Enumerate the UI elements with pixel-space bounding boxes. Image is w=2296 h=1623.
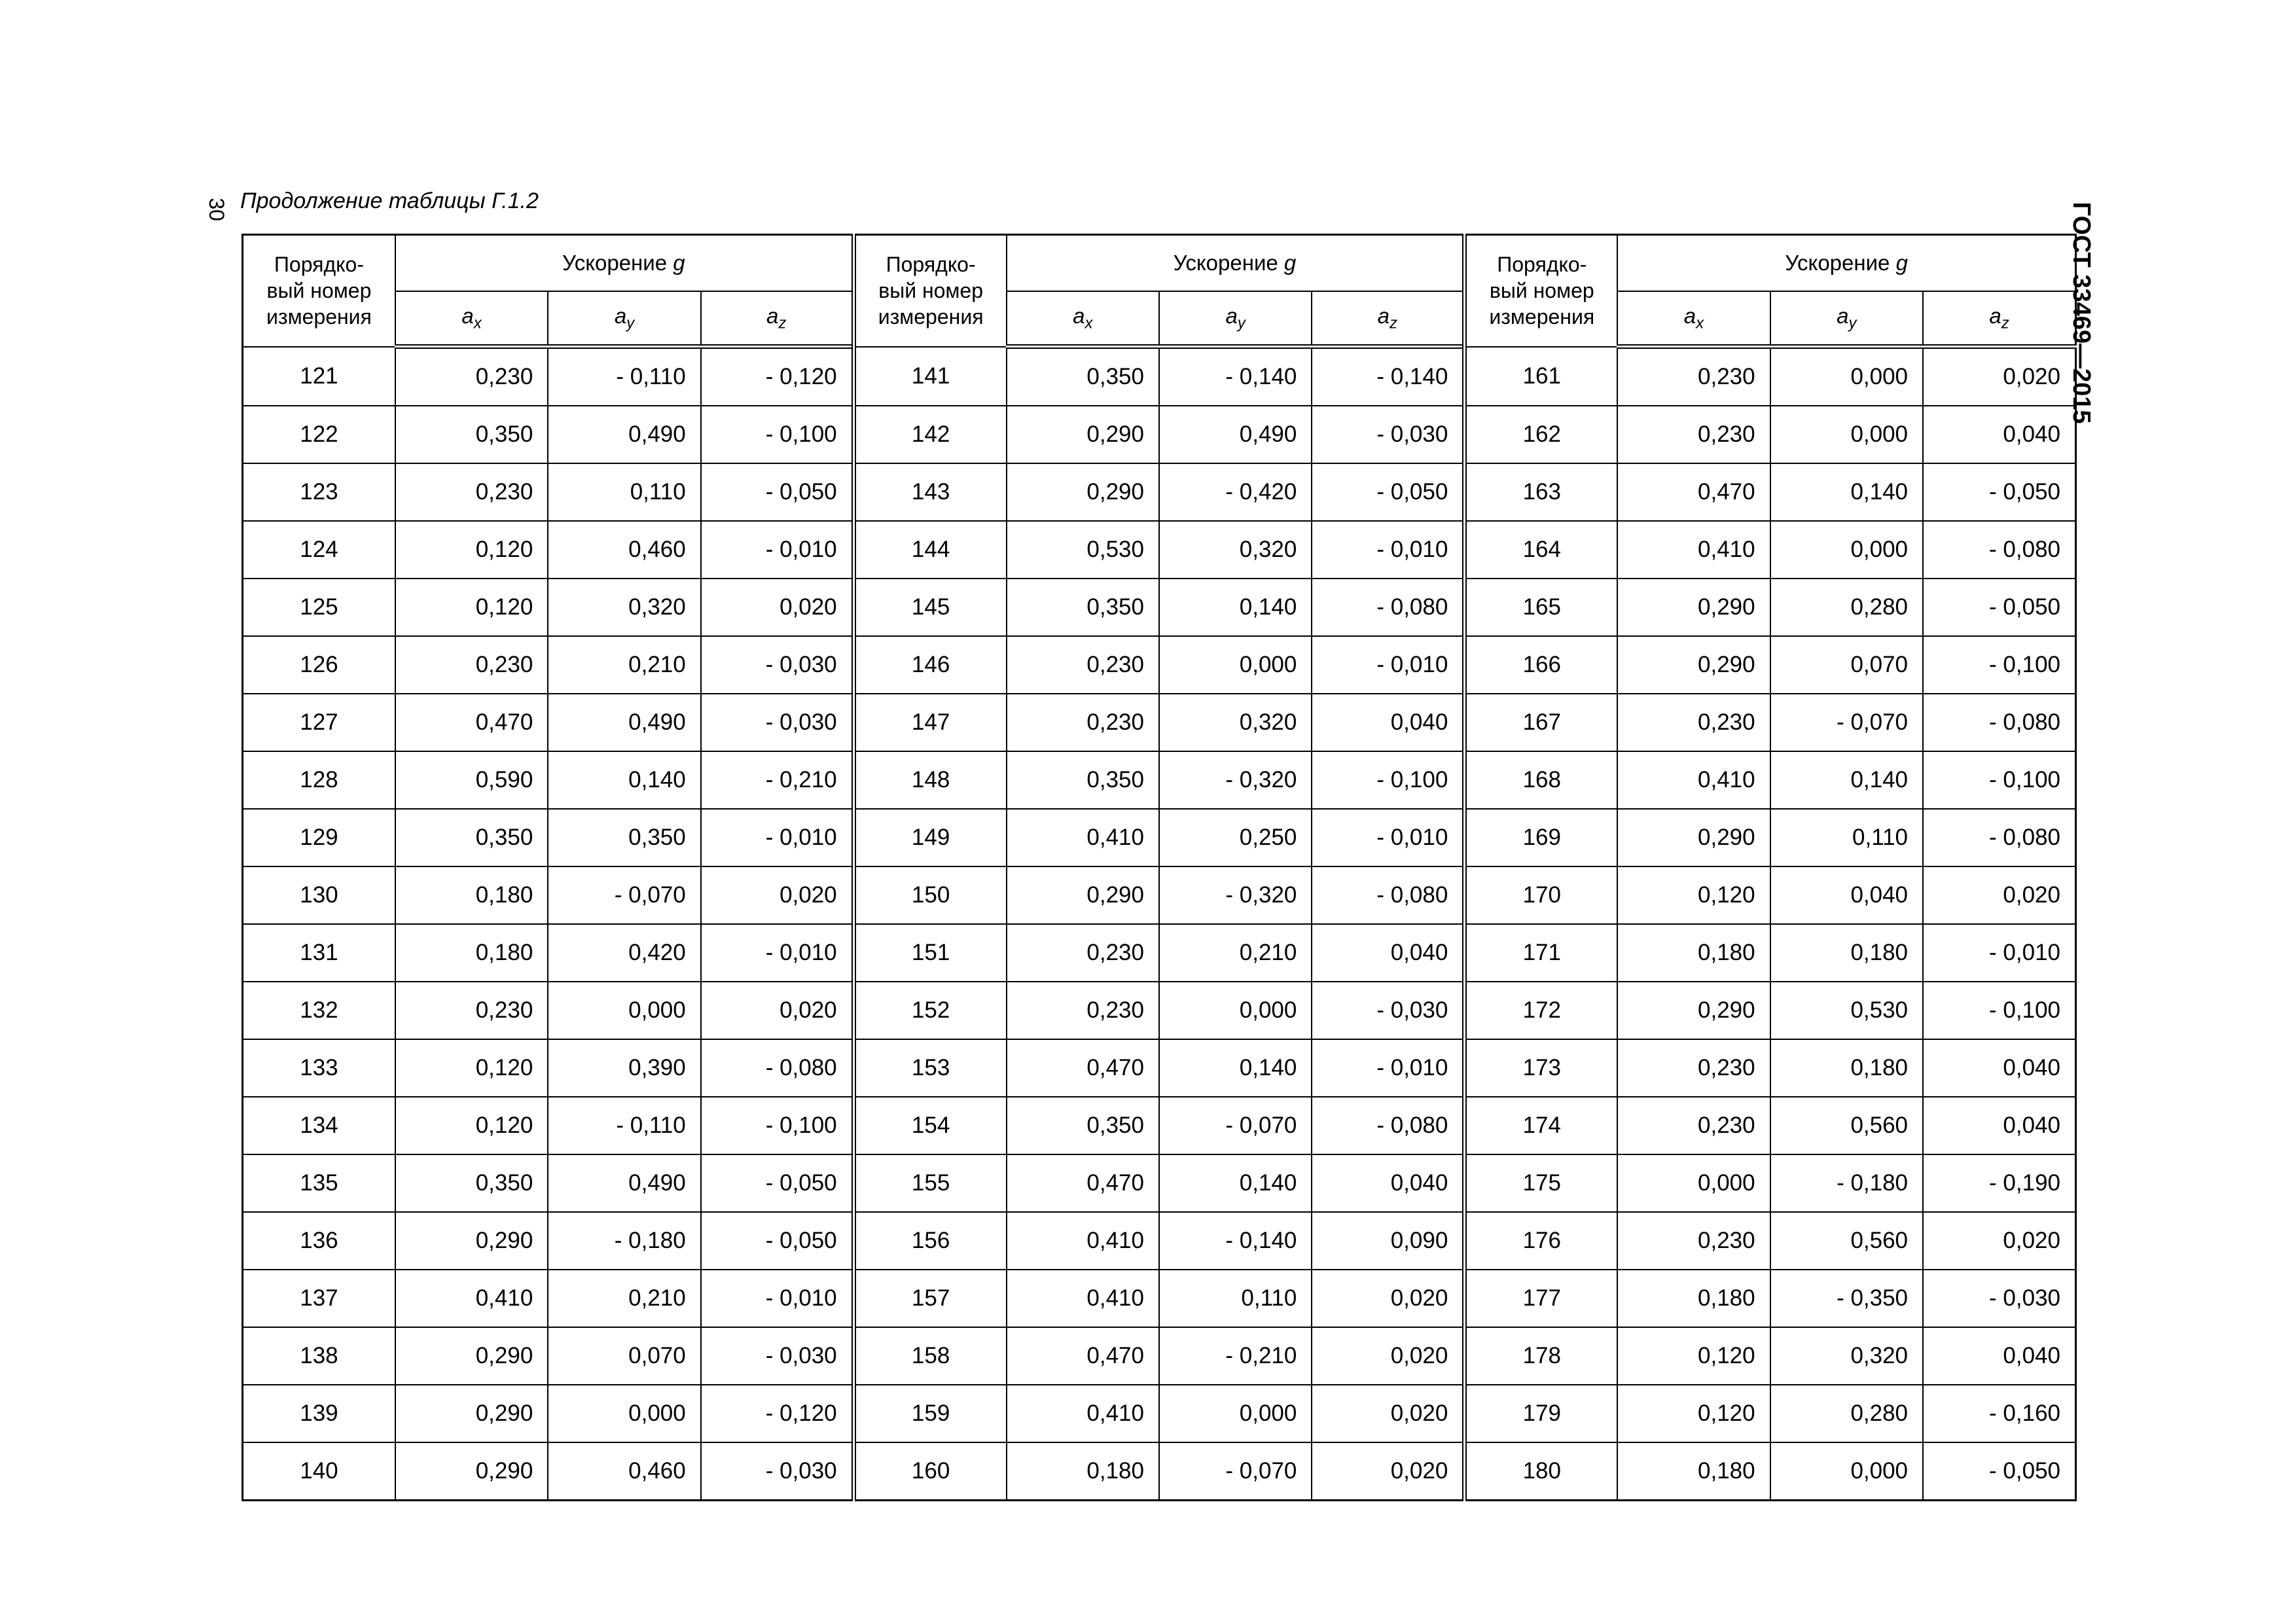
ay-cell: 0,320 [1770, 1327, 1923, 1385]
measurement-number-cell: 134 [243, 1097, 395, 1154]
ay-cell: 0,000 [548, 1385, 700, 1442]
ax-cell: 0,230 [1007, 924, 1159, 982]
measurement-number-cell: 171 [1465, 924, 1617, 982]
az-cell: 0,020 [1312, 1327, 1464, 1385]
ax-cell: 0,230 [1617, 347, 1770, 406]
ax-cell: 0,290 [1617, 579, 1770, 636]
measurement-number-cell: 150 [853, 866, 1006, 924]
ay-cell: 0,530 [1770, 982, 1923, 1039]
az-cell: - 0,010 [1312, 809, 1464, 866]
az-cell: 0,020 [701, 866, 853, 924]
header-measurement-number: Порядко- вый номер измерения [853, 235, 1006, 347]
header-measurement-number: Порядко- вый номер измерения [1465, 235, 1617, 347]
measurement-number-cell: 160 [853, 1442, 1006, 1501]
measurement-number-cell: 139 [243, 1385, 395, 1442]
measurement-number-cell: 170 [1465, 866, 1617, 924]
az-cell: 0,020 [1312, 1442, 1464, 1501]
ax-cell: 0,230 [1617, 1039, 1770, 1097]
measurement-number-cell: 165 [1465, 579, 1617, 636]
measurement-number-cell: 141 [853, 347, 1006, 406]
header-az: $a_z$ [1923, 291, 2075, 347]
ax-cell: 0,350 [1007, 751, 1159, 809]
header-ay: $a_y$ [548, 291, 700, 347]
az-cell: - 0,100 [701, 406, 853, 463]
az-cell: 0,040 [1923, 1327, 2075, 1385]
measurement-number-cell: 122 [243, 406, 395, 463]
ax-cell: 0,290 [395, 1212, 548, 1270]
measurement-number-cell: 179 [1465, 1385, 1617, 1442]
az-cell: - 0,030 [701, 694, 853, 751]
ay-cell: 0,560 [1770, 1097, 1923, 1154]
az-cell: - 0,050 [1312, 463, 1464, 521]
measurement-number-cell: 132 [243, 982, 395, 1039]
measurement-number-cell: 162 [1465, 406, 1617, 463]
ax-cell: 0,180 [1007, 1442, 1159, 1501]
table-row [243, 1270, 2076, 1327]
table-row [243, 463, 2076, 521]
measurement-number-cell: 157 [853, 1270, 1006, 1327]
az-cell: - 0,050 [701, 1212, 853, 1270]
ay-cell: 0,420 [548, 924, 700, 982]
measurement-number-cell: 135 [243, 1154, 395, 1212]
az-cell: - 0,010 [701, 521, 853, 579]
ax-cell: 0,230 [1007, 636, 1159, 694]
ay-cell: 0,140 [1770, 751, 1923, 809]
ay-cell: 0,180 [1770, 1039, 1923, 1097]
ay-cell: 0,210 [1159, 924, 1312, 982]
ay-cell: 0,000 [1770, 1442, 1923, 1501]
az-cell: 0,040 [1312, 694, 1464, 751]
ay-cell: 0,140 [548, 751, 700, 809]
ax-cell: 0,410 [1617, 751, 1770, 809]
ay-cell: 0,250 [1159, 809, 1312, 866]
ay-cell: 0,140 [1770, 463, 1923, 521]
ay-cell: 0,390 [548, 1039, 700, 1097]
ay-cell: - 0,420 [1159, 463, 1312, 521]
ay-cell: 0,140 [1159, 1039, 1312, 1097]
measurement-number-cell: 153 [853, 1039, 1006, 1097]
ax-cell: 0,290 [1007, 406, 1159, 463]
measurement-number-cell: 149 [853, 809, 1006, 866]
table-row [243, 579, 2076, 636]
measurement-number-cell: 136 [243, 1212, 395, 1270]
ax-cell: 0,180 [1617, 1270, 1770, 1327]
header-ay: $a_y$ [1770, 291, 1923, 347]
measurement-number-cell: 121 [243, 347, 395, 406]
ax-cell: 0,410 [1617, 521, 1770, 579]
ax-cell: 0,470 [1007, 1039, 1159, 1097]
az-cell: 0,020 [1923, 1212, 2075, 1270]
ax-cell: 0,350 [1007, 579, 1159, 636]
header-acceleration: Ускорение g [1007, 235, 1465, 292]
ax-cell: 0,290 [1617, 982, 1770, 1039]
measurement-number-cell: 147 [853, 694, 1006, 751]
table-row [243, 1154, 2076, 1212]
table-row [243, 1327, 2076, 1385]
ay-cell: 0,320 [548, 579, 700, 636]
header-acceleration: Ускорение g [1617, 235, 2075, 292]
measurement-number-cell: 131 [243, 924, 395, 982]
ay-cell: - 0,180 [548, 1212, 700, 1270]
measurement-number-cell: 152 [853, 982, 1006, 1039]
az-cell: - 0,080 [1312, 866, 1464, 924]
ax-cell: 0,230 [1007, 982, 1159, 1039]
ay-cell: - 0,320 [1159, 751, 1312, 809]
table-row [243, 694, 2076, 751]
az-cell: - 0,010 [1312, 521, 1464, 579]
az-cell: 0,020 [1923, 866, 2075, 924]
ax-cell: 0,290 [1007, 866, 1159, 924]
measurement-number-cell: 161 [1465, 347, 1617, 406]
measurement-number-cell: 148 [853, 751, 1006, 809]
measurement-number-cell: 167 [1465, 694, 1617, 751]
ay-cell: 0,460 [548, 1442, 700, 1501]
measurement-number-cell: 145 [853, 579, 1006, 636]
table-row [243, 636, 2076, 694]
ax-cell: 0,230 [1617, 406, 1770, 463]
ay-cell: 0,140 [1159, 579, 1312, 636]
az-cell: - 0,030 [701, 636, 853, 694]
table-row [243, 1385, 2076, 1442]
ay-cell: 0,460 [548, 521, 700, 579]
measurement-number-cell: 159 [853, 1385, 1006, 1442]
ax-cell: 0,180 [1617, 924, 1770, 982]
table-row [243, 347, 2076, 406]
ax-cell: 0,290 [1617, 636, 1770, 694]
ax-cell: 0,470 [1617, 463, 1770, 521]
ax-cell: 0,290 [395, 1385, 548, 1442]
az-cell: 0,040 [1923, 1039, 2075, 1097]
header-acceleration: Ускорение g [395, 235, 853, 292]
az-cell: - 0,050 [1923, 463, 2075, 521]
header-measurement-number: Порядко- вый номер измерения [243, 235, 395, 347]
ax-cell: 0,120 [395, 1097, 548, 1154]
ax-cell: 0,180 [395, 924, 548, 982]
ay-cell: - 0,070 [548, 866, 700, 924]
ay-cell: - 0,210 [1159, 1327, 1312, 1385]
az-cell: - 0,100 [1923, 982, 2075, 1039]
table-row [243, 1442, 2076, 1501]
table-header [243, 235, 2076, 347]
ay-cell: 0,110 [1159, 1270, 1312, 1327]
az-cell: - 0,050 [701, 463, 853, 521]
ax-cell: 0,000 [1617, 1154, 1770, 1212]
ax-cell: 0,290 [1617, 809, 1770, 866]
ax-cell: 0,230 [395, 636, 548, 694]
measurement-number-cell: 166 [1465, 636, 1617, 694]
ay-cell: - 0,320 [1159, 866, 1312, 924]
ay-cell: 0,040 [1770, 866, 1923, 924]
az-cell: 0,020 [701, 982, 853, 1039]
az-cell: - 0,100 [701, 1097, 853, 1154]
table-body [243, 347, 2076, 1501]
ax-cell: 0,120 [395, 579, 548, 636]
measurement-number-cell: 130 [243, 866, 395, 924]
ax-cell: 0,410 [1007, 809, 1159, 866]
ay-cell: 0,320 [1159, 694, 1312, 751]
az-cell: - 0,050 [701, 1154, 853, 1212]
ax-cell: 0,470 [395, 694, 548, 751]
header-az: $a_z$ [701, 291, 853, 347]
az-cell: - 0,100 [1923, 636, 2075, 694]
ax-cell: 0,230 [395, 347, 548, 406]
table-row [243, 406, 2076, 463]
measurement-number-cell: 172 [1465, 982, 1617, 1039]
ay-cell: 0,000 [1159, 1385, 1312, 1442]
measurement-number-cell: 146 [853, 636, 1006, 694]
ax-cell: 0,180 [1617, 1442, 1770, 1501]
measurement-number-cell: 156 [853, 1212, 1006, 1270]
ay-cell: 0,000 [1770, 521, 1923, 579]
ay-cell: 0,490 [548, 406, 700, 463]
az-cell: - 0,080 [1923, 521, 2075, 579]
measurement-number-cell: 138 [243, 1327, 395, 1385]
ay-cell: - 0,140 [1159, 1212, 1312, 1270]
ay-cell: - 0,350 [1770, 1270, 1923, 1327]
az-cell: - 0,100 [1923, 751, 2075, 809]
table-caption: Продолжение таблицы Г.1.2 [240, 188, 539, 213]
ax-cell: 0,350 [395, 809, 548, 866]
az-cell: 0,040 [1312, 924, 1464, 982]
ax-cell: 0,350 [395, 1154, 548, 1212]
header-ax: $a_x$ [395, 291, 548, 347]
header-az: $a_z$ [1312, 291, 1464, 347]
ay-cell: 0,490 [548, 694, 700, 751]
az-cell: 0,040 [1923, 1097, 2075, 1154]
az-cell: 0,020 [1312, 1385, 1464, 1442]
measurement-number-cell: 177 [1465, 1270, 1617, 1327]
ay-cell: 0,000 [1770, 406, 1923, 463]
ax-cell: 0,120 [1617, 866, 1770, 924]
ax-cell: 0,410 [1007, 1385, 1159, 1442]
az-cell: 0,020 [701, 579, 853, 636]
ay-cell: 0,000 [1159, 636, 1312, 694]
az-cell: - 0,080 [1923, 809, 2075, 866]
az-cell: - 0,030 [1312, 406, 1464, 463]
ax-cell: 0,230 [1007, 694, 1159, 751]
ay-cell: - 0,140 [1159, 347, 1312, 406]
measurement-number-cell: 169 [1465, 809, 1617, 866]
az-cell: - 0,030 [701, 1327, 853, 1385]
table-row [243, 521, 2076, 579]
ay-cell: - 0,110 [548, 1097, 700, 1154]
ax-cell: 0,410 [395, 1270, 548, 1327]
measurement-number-cell: 125 [243, 579, 395, 636]
az-cell: 0,020 [1312, 1270, 1464, 1327]
ax-cell: 0,470 [1007, 1327, 1159, 1385]
measurement-number-cell: 124 [243, 521, 395, 579]
ay-cell: - 0,180 [1770, 1154, 1923, 1212]
ax-cell: 0,120 [395, 521, 548, 579]
measurement-number-cell: 154 [853, 1097, 1006, 1154]
az-cell: - 0,100 [1312, 751, 1464, 809]
ay-cell: 0,140 [1159, 1154, 1312, 1212]
header-ax: $a_x$ [1007, 291, 1159, 347]
ay-cell: 0,560 [1770, 1212, 1923, 1270]
ay-cell: 0,350 [548, 809, 700, 866]
az-cell: 0,040 [1312, 1154, 1464, 1212]
measurement-number-cell: 137 [243, 1270, 395, 1327]
ax-cell: 0,350 [395, 406, 548, 463]
measurement-number-cell: 176 [1465, 1212, 1617, 1270]
measurement-number-cell: 168 [1465, 751, 1617, 809]
ay-cell: 0,110 [548, 463, 700, 521]
az-cell: - 0,010 [701, 809, 853, 866]
measurement-number-cell: 163 [1465, 463, 1617, 521]
az-cell: - 0,010 [701, 924, 853, 982]
az-cell: - 0,030 [1312, 982, 1464, 1039]
ax-cell: 0,290 [1007, 463, 1159, 521]
ay-cell: 0,000 [1159, 982, 1312, 1039]
az-cell: - 0,160 [1923, 1385, 2075, 1442]
ax-cell: 0,230 [1617, 694, 1770, 751]
table-row [243, 809, 2076, 866]
ax-cell: 0,230 [1617, 1097, 1770, 1154]
measurement-number-cell: 175 [1465, 1154, 1617, 1212]
ax-cell: 0,350 [1007, 347, 1159, 406]
ay-cell: 0,210 [548, 1270, 700, 1327]
az-cell: - 0,010 [701, 1270, 853, 1327]
ay-cell: 0,070 [548, 1327, 700, 1385]
az-cell: 0,090 [1312, 1212, 1464, 1270]
az-cell: - 0,080 [1312, 579, 1464, 636]
measurement-number-cell: 173 [1465, 1039, 1617, 1097]
table-row [243, 751, 2076, 809]
ax-cell: 0,180 [395, 866, 548, 924]
ay-cell: 0,070 [1770, 636, 1923, 694]
az-cell: - 0,010 [1312, 1039, 1464, 1097]
az-cell: - 0,210 [701, 751, 853, 809]
ay-cell: 0,000 [1770, 347, 1923, 406]
ay-cell: 0,000 [548, 982, 700, 1039]
measurement-number-cell: 143 [853, 463, 1006, 521]
az-cell: 0,020 [1923, 347, 2075, 406]
measurement-number-cell: 133 [243, 1039, 395, 1097]
az-cell: - 0,140 [1312, 347, 1464, 406]
ax-cell: 0,410 [1007, 1212, 1159, 1270]
az-cell: - 0,190 [1923, 1154, 2075, 1212]
ax-cell: 0,590 [395, 751, 548, 809]
header-ay: $a_y$ [1159, 291, 1312, 347]
measurement-number-cell: 155 [853, 1154, 1006, 1212]
measurement-number-cell: 151 [853, 924, 1006, 982]
az-cell: - 0,120 [701, 347, 853, 406]
table-row [243, 1097, 2076, 1154]
ax-cell: 0,530 [1007, 521, 1159, 579]
measurement-number-cell: 140 [243, 1442, 395, 1501]
measurement-number-cell: 174 [1465, 1097, 1617, 1154]
data-table [242, 234, 2077, 1501]
measurement-number-cell: 180 [1465, 1442, 1617, 1501]
az-cell: - 0,080 [701, 1039, 853, 1097]
ay-cell: 0,280 [1770, 579, 1923, 636]
document-code: ГОСТ 33469—2015 [2068, 202, 2095, 424]
ax-cell: 0,120 [1617, 1327, 1770, 1385]
page-number: 30 [205, 198, 228, 221]
measurement-number-cell: 128 [243, 751, 395, 809]
measurement-number-cell: 129 [243, 809, 395, 866]
ay-cell: - 0,070 [1770, 694, 1923, 751]
ax-cell: 0,470 [1007, 1154, 1159, 1212]
measurement-number-cell: 164 [1465, 521, 1617, 579]
ay-cell: 0,320 [1159, 521, 1312, 579]
ay-cell: - 0,070 [1159, 1097, 1312, 1154]
ax-cell: 0,350 [1007, 1097, 1159, 1154]
measurement-number-cell: 178 [1465, 1327, 1617, 1385]
ay-cell: 0,490 [548, 1154, 700, 1212]
az-cell: - 0,010 [1312, 636, 1464, 694]
measurement-number-cell: 144 [853, 521, 1006, 579]
measurement-number-cell: 127 [243, 694, 395, 751]
measurement-number-cell: 126 [243, 636, 395, 694]
ay-cell: 0,110 [1770, 809, 1923, 866]
az-cell: 0,040 [1923, 406, 2075, 463]
table-row [243, 1039, 2076, 1097]
ax-cell: 0,230 [395, 463, 548, 521]
ax-cell: 0,410 [1007, 1270, 1159, 1327]
measurement-number-cell: 142 [853, 406, 1006, 463]
measurement-number-cell: 123 [243, 463, 395, 521]
az-cell: - 0,030 [701, 1442, 853, 1501]
ax-cell: 0,290 [395, 1442, 548, 1501]
ay-cell: 0,280 [1770, 1385, 1923, 1442]
table-row [243, 982, 2076, 1039]
measurement-number-cell: 158 [853, 1327, 1006, 1385]
az-cell: - 0,050 [1923, 579, 2075, 636]
ax-cell: 0,120 [1617, 1385, 1770, 1442]
az-cell: - 0,120 [701, 1385, 853, 1442]
ay-cell: 0,490 [1159, 406, 1312, 463]
ax-cell: 0,290 [395, 1327, 548, 1385]
ax-cell: 0,230 [395, 982, 548, 1039]
table-row [243, 924, 2076, 982]
ax-cell: 0,230 [1617, 1212, 1770, 1270]
ax-cell: 0,120 [395, 1039, 548, 1097]
header-ax: $a_x$ [1617, 291, 1770, 347]
table-row [243, 1212, 2076, 1270]
az-cell: - 0,050 [1923, 1442, 2075, 1501]
ay-cell: 0,210 [548, 636, 700, 694]
ay-cell: 0,180 [1770, 924, 1923, 982]
az-cell: - 0,080 [1923, 694, 2075, 751]
az-cell: - 0,010 [1923, 924, 2075, 982]
az-cell: - 0,080 [1312, 1097, 1464, 1154]
az-cell: - 0,030 [1923, 1270, 2075, 1327]
table-row [243, 866, 2076, 924]
ay-cell: - 0,070 [1159, 1442, 1312, 1501]
ay-cell: - 0,110 [548, 347, 700, 406]
